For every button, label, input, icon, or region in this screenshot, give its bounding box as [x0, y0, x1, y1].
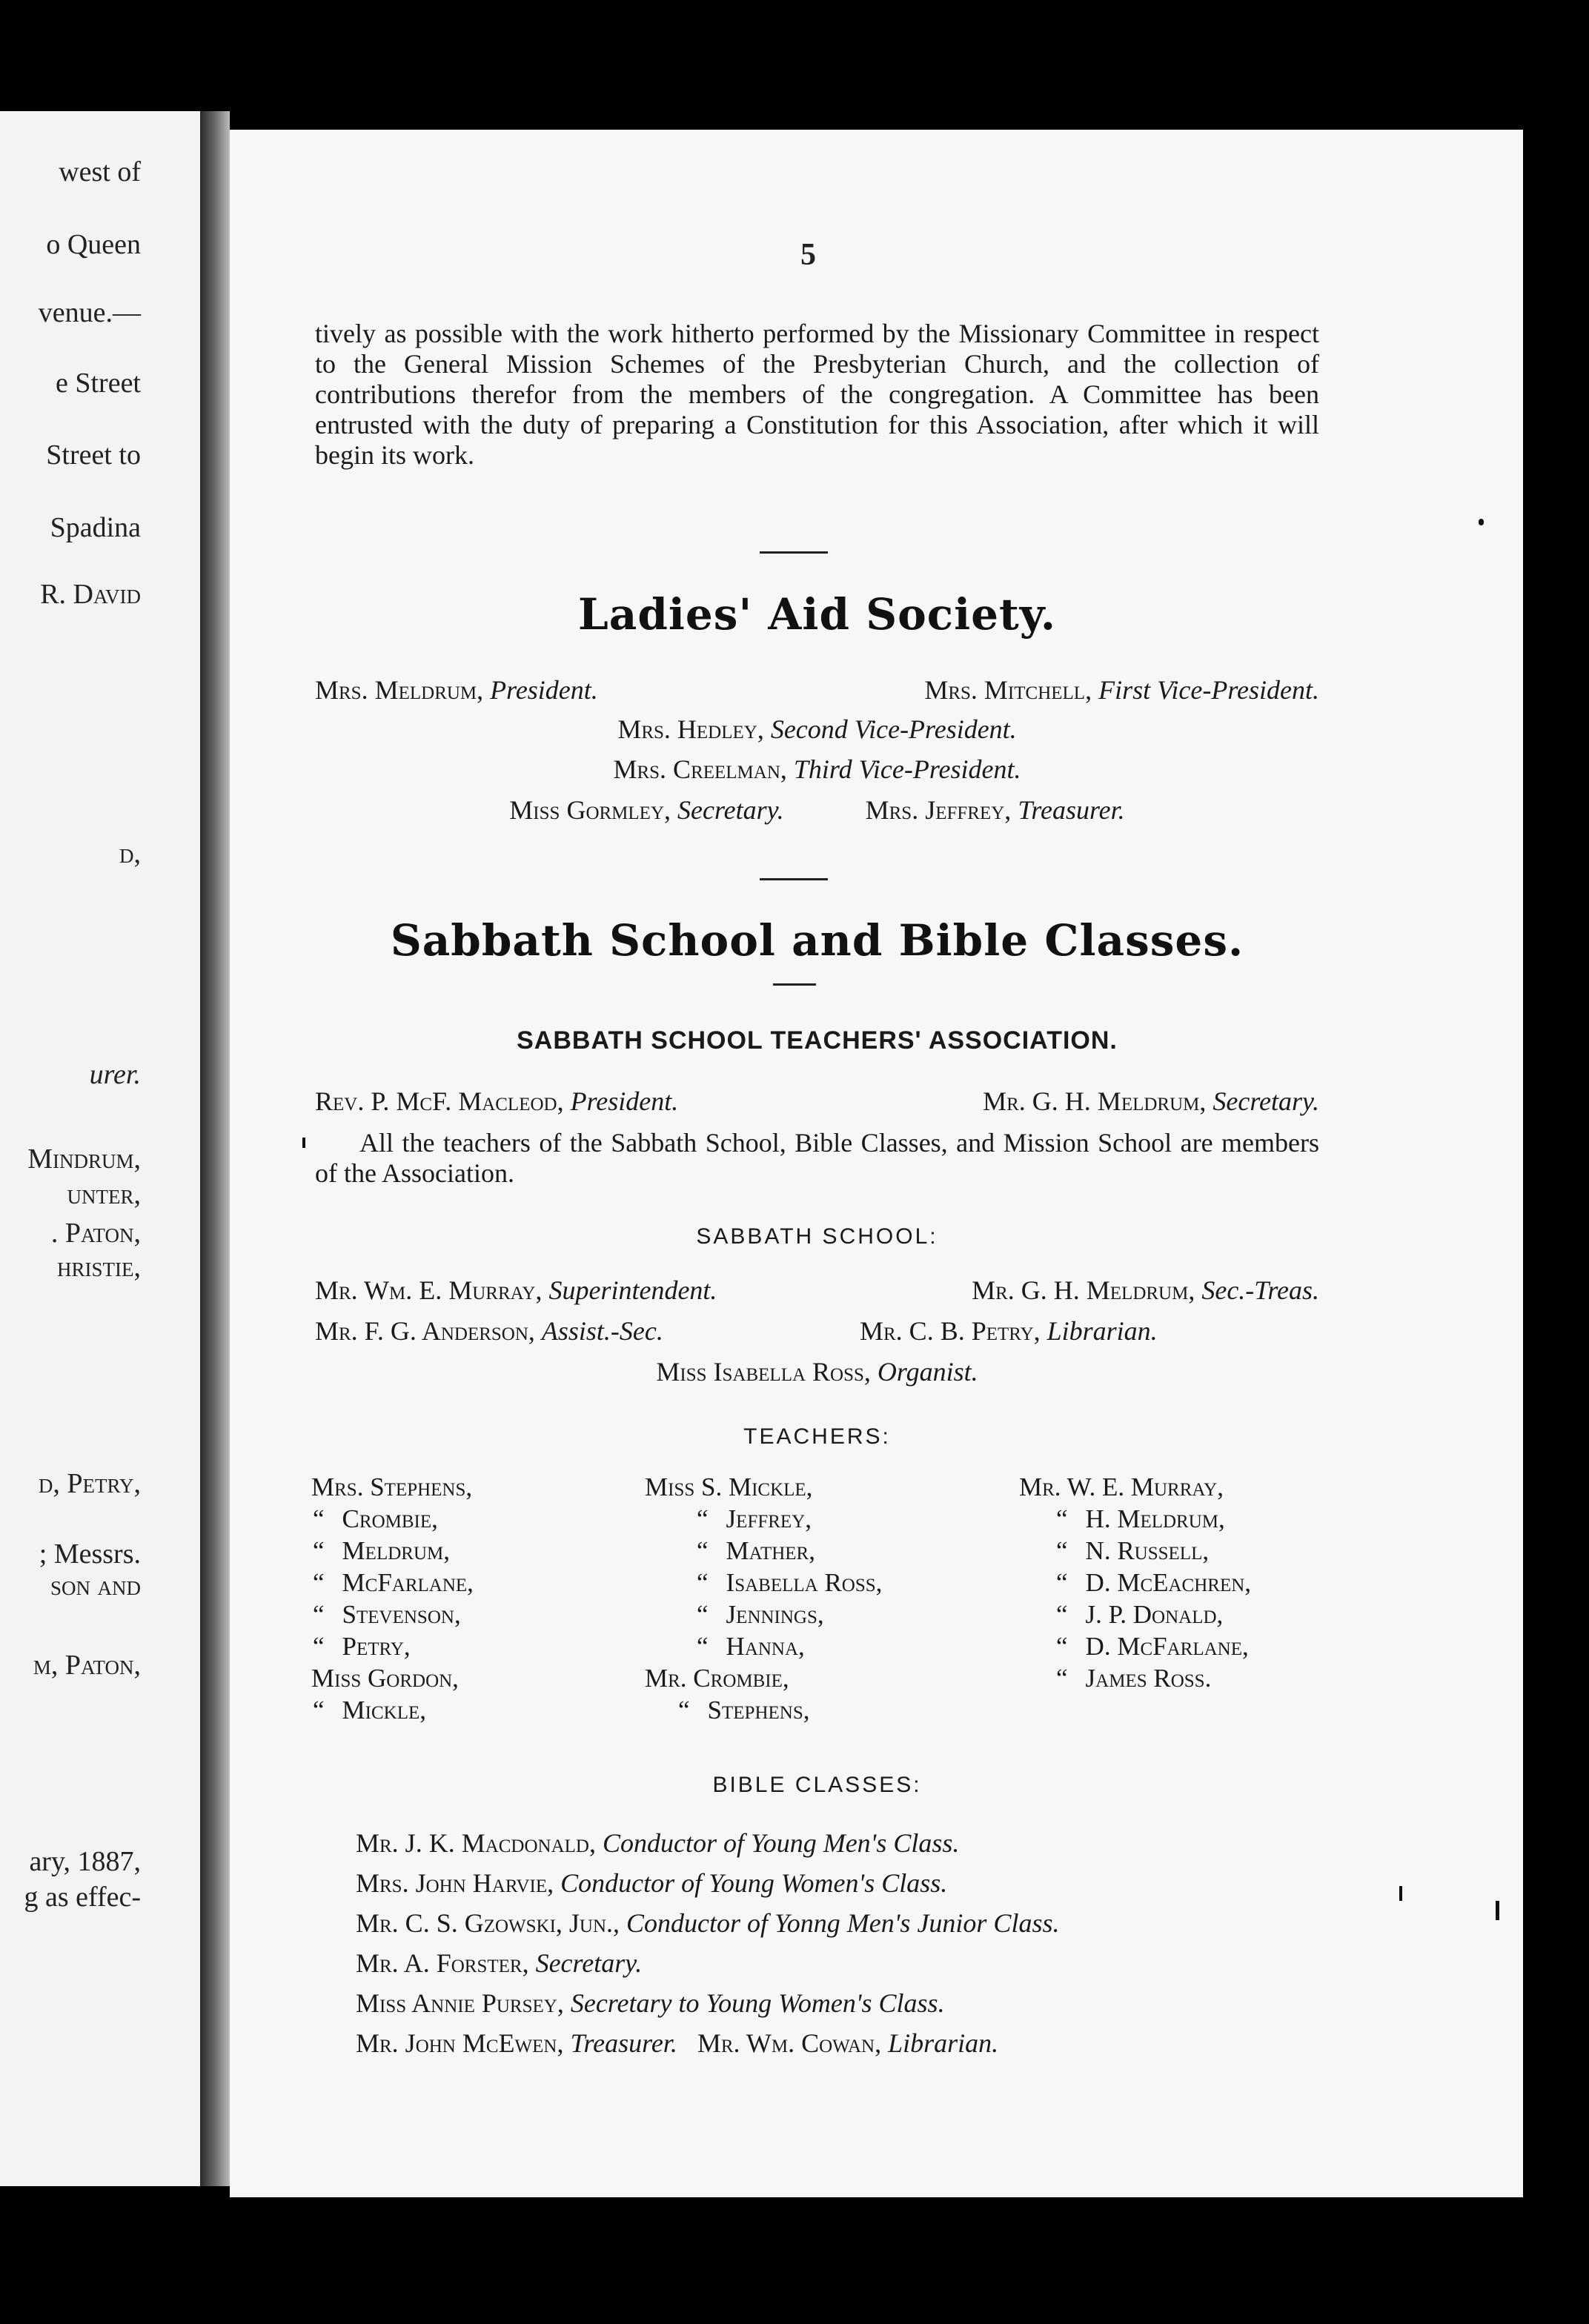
teacher-name: “ McFarlane, [311, 1567, 645, 1598]
left-page-fragment: . Paton, [50, 1218, 141, 1249]
officer-entry: Mrs. Jeffrey, Treasurer. [865, 795, 1125, 825]
page-number: 5 [800, 238, 816, 272]
teacher-name: Miss Gordon, [311, 1664, 459, 1693]
teacher-name: “ D. McEachren, [1019, 1567, 1251, 1598]
section-divider [760, 551, 828, 554]
association-officers [315, 1086, 1319, 1117]
officer-entry: Mr. F. G. Anderson, Assist.-Sec. [315, 1316, 663, 1346]
sabbath-school-row-1 [315, 1275, 1319, 1306]
association-heading: SABBATH SCHOOL TEACHERS' ASSOCIATION. [517, 1026, 1118, 1055]
left-page-fragment: hristie, [57, 1252, 141, 1283]
teacher-name: Mr. W. E. Murray, [1019, 1473, 1224, 1501]
officer-entry: Mr. G. H. Meldrum, Secretary. [983, 1086, 1319, 1116]
ladies-aid-row-1 [315, 674, 1319, 706]
sabbath-heading: Sabbath School and Bible Classes. [390, 915, 1244, 966]
bible-classes-heading: BIBLE CLASSES: [712, 1773, 922, 1797]
bible-class-entry: Mr. J. K. Macdonald, Conductor of Young Men's Class. [356, 1828, 960, 1858]
teacher-name: “ D. McFarlane, [1019, 1630, 1251, 1662]
officer-entry: Mrs. Mitchell, First Vice-President. [924, 675, 1319, 705]
officer-entry: Rev. P. McF. Macleod, President. [315, 1086, 679, 1116]
teacher-name: “ James Ross. [1019, 1662, 1251, 1694]
teacher-name: “ Mather, [645, 1535, 1019, 1567]
teacher-name: “ J. P. Donald, [1019, 1598, 1251, 1630]
section-divider [773, 983, 816, 986]
officer-entry: Mr. C. B. Petry, Librarian. [860, 1316, 1158, 1346]
teacher-name: “ Meldrum, [311, 1535, 645, 1567]
teacher-name: Mr. Crombie, [645, 1664, 789, 1693]
officer-entry: Mr. G. H. Meldrum, Sec.-Treas. [972, 1275, 1319, 1305]
bible-class-entry: Miss Annie Pursey, Secretary to Young Women's Class. [356, 1988, 945, 2018]
scan-speck [1496, 1901, 1499, 1920]
sabbath-school-heading: SABBATH SCHOOL: [696, 1224, 938, 1249]
ladies-aid-row-2: Mrs. Hedley, Second Vice-President. [617, 714, 1017, 744]
sabbath-school-row-2 [315, 1315, 1319, 1347]
left-page-fragment: Spadina [50, 512, 141, 543]
section-divider [760, 878, 828, 880]
ladies-aid-row-4 [315, 794, 1319, 826]
officer-entry: Miss Gormley, Secretary. [509, 795, 784, 825]
left-facing-page [0, 111, 200, 2186]
teacher-name: “ Jeffrey, [645, 1503, 1019, 1535]
teacher-name: “ H. Meldrum, [1019, 1503, 1251, 1535]
teacher-name: “ Mickle, [311, 1694, 645, 1726]
left-page-fragment: ary, 1887, [29, 1846, 141, 1877]
left-page-fragment: d, [119, 838, 141, 869]
left-page-fragment: o Queen [46, 229, 141, 260]
left-page-fragment: R. David [40, 579, 141, 610]
left-page-fragment: e Street [55, 368, 141, 399]
book-gutter [200, 111, 230, 2186]
sabbath-school-row-3: Miss Isabella Ross, Organist. [656, 1357, 978, 1387]
left-page-fragment: m, Paton, [33, 1650, 141, 1681]
bible-class-entry: Mr. A. Forster, Secretary. [356, 1948, 643, 1978]
left-page-fragment: venue.— [38, 297, 141, 328]
left-page-fragment: son and [50, 1570, 141, 1601]
teacher-name: “ N. Russell, [1019, 1535, 1251, 1567]
teacher-name: Miss S. Mickle, [645, 1473, 813, 1501]
association-note: All the teachers of the Sabbath School, Bible Classes, and Mission School are members of the Association. [315, 1128, 1319, 1188]
left-page-fragment: d, Petry, [38, 1468, 141, 1499]
teacher-name: Mrs. Stephens, [311, 1473, 473, 1501]
bible-classes-list [356, 1823, 1319, 2063]
teacher-name: “ Hanna, [645, 1630, 1019, 1662]
teacher-name: “ Crombie, [311, 1503, 645, 1535]
intro-paragraph: tively as possible with the work hitherto performed by the Missionary Committee in respect to the General Mission Schemes of the Presbyterian Church, and the collection of contributions therefor from the members of the congregation. A Committee has been entrusted with the duty of preparing a Constitution for this Association, after which it will begin its work. [315, 319, 1319, 470]
scan-speck [1479, 519, 1484, 525]
teachers-heading: TEACHERS: [743, 1424, 891, 1449]
left-page-fragment: unter, [67, 1179, 141, 1210]
left-page-fragment: Street to [46, 439, 141, 471]
scan-speck [1399, 1886, 1402, 1901]
ladies-aid-heading: Ladies' Aid Society. [577, 589, 1057, 640]
bible-class-entry: Mr. C. S. Gzowski, Jun., Conductor of Yonng Men's Junior Class. [356, 1908, 1060, 1938]
left-page-fragment: Mindrum, [27, 1143, 141, 1175]
teachers-list [311, 1471, 1327, 1726]
teacher-name: “ Jennings, [645, 1598, 1019, 1630]
left-page-fragment: g as effec- [24, 1882, 141, 1913]
teacher-name: “ Petry, [311, 1630, 645, 1662]
teacher-name: “ Stevenson, [311, 1598, 645, 1630]
teachers-column [1019, 1471, 1251, 1726]
officer-entry: Mr. Wm. E. Murray, Superintendent. [315, 1275, 717, 1305]
left-page-fragment: west of [59, 156, 141, 187]
teacher-name: “ Isabella Ross, [645, 1567, 1019, 1598]
officer-entry: Mrs. Meldrum, President. [315, 675, 598, 705]
left-page-fragment: urer. [89, 1059, 141, 1090]
ladies-aid-row-3: Mrs. Creelman, Third Vice-President. [613, 754, 1021, 784]
scan-speck [302, 1138, 305, 1148]
teacher-name: “ Stephens, [645, 1694, 1019, 1726]
bible-class-entry: Mrs. John Harvie, Conductor of Young Women's Class. [356, 1868, 948, 1898]
left-page-fragment: ; Messrs. [39, 1538, 141, 1570]
bible-class-entry: Mr. John McEwen, Treasurer. Mr. Wm. Cowan, Librarian. [356, 2028, 999, 2058]
teachers-column [645, 1471, 1019, 1726]
teachers-column [311, 1471, 645, 1726]
